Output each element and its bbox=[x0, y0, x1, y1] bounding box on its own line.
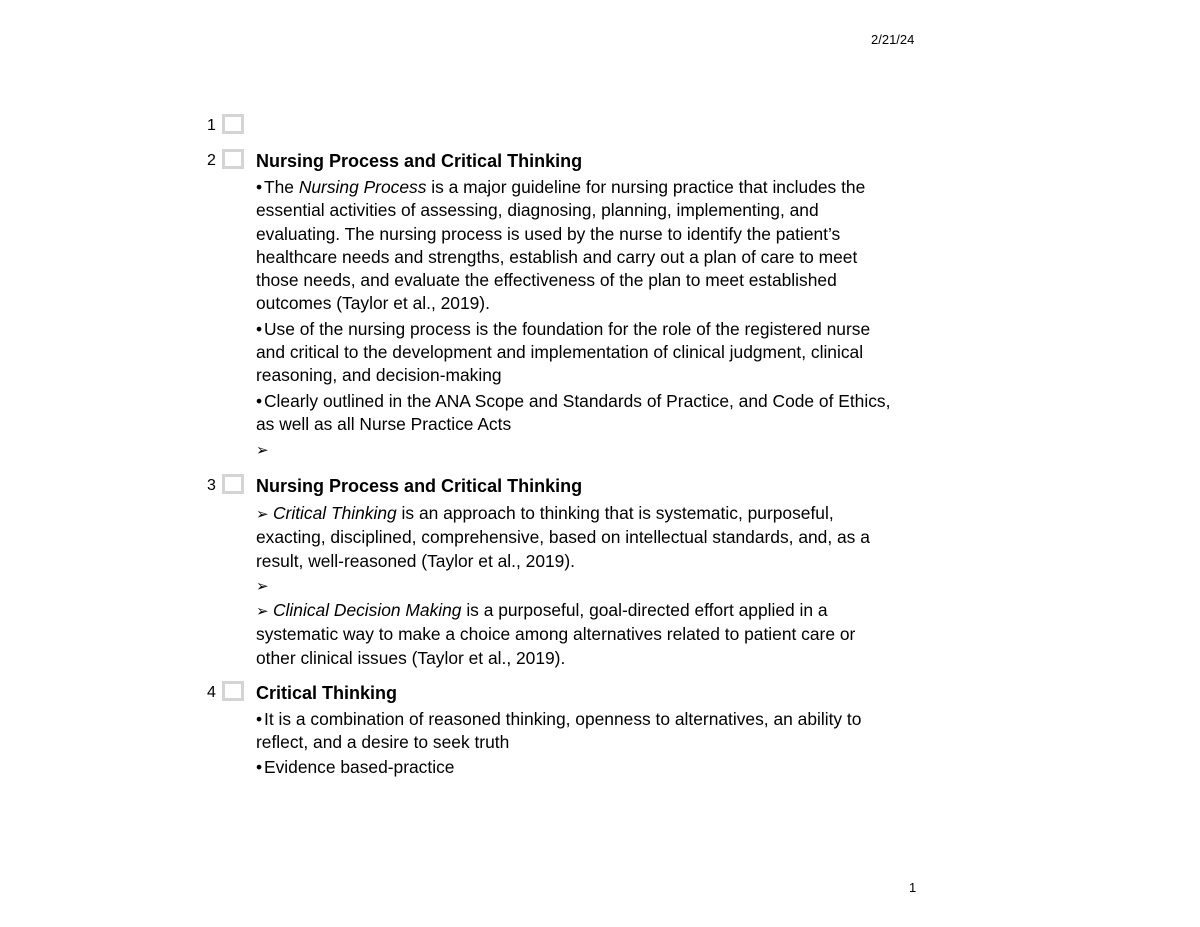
slide-thumbnail bbox=[222, 149, 244, 169]
list-item: • It is a combination of reasoned thinking, openness to alternatives, an ability to reflect, and a desire to seek truth bbox=[256, 709, 862, 753]
bullet-icon: • bbox=[256, 709, 263, 729]
slide-thumbnail bbox=[222, 681, 244, 701]
list-item bbox=[256, 574, 1016, 598]
arrow-bullet-icon: ➢ bbox=[256, 603, 269, 621]
bullet-icon: • bbox=[256, 756, 263, 777]
bullet-icon: • bbox=[256, 390, 263, 411]
arrow-bullet-icon: ➢ bbox=[256, 577, 269, 595]
slide-number: 1 bbox=[207, 117, 216, 134]
bullet-icon: • bbox=[256, 177, 263, 197]
arrow-bullet-icon: ➢ bbox=[256, 442, 269, 460]
slide-number: 4 bbox=[207, 684, 216, 701]
slide-number: 2 bbox=[207, 152, 216, 169]
slide-title: Nursing Process and Critical Thinking bbox=[256, 151, 583, 171]
list-item: • Clearly outlined in the ANA Scope and Standards of Practice, and Code of Ethics, as well as all Nurse Practice Acts bbox=[256, 390, 891, 434]
arrow-bullet-icon: ➢ bbox=[256, 506, 269, 523]
list-item: • Use of the nursing process is the foundation for the role of the registered nurse and critical to the development and implementation of clinical judgment, clinical reasoning, and decision-making bbox=[256, 318, 871, 386]
slide-title: Critical Thinking bbox=[256, 683, 398, 703]
bullet-icon: • bbox=[256, 318, 263, 339]
bullet-list bbox=[256, 176, 1016, 463]
slide-thumbnail bbox=[222, 474, 244, 494]
slide-title: Nursing Process and Critical Thinking bbox=[256, 476, 583, 496]
list-item: ➢ Critical Thinking is an approach to thinking that is systematic, purposeful, exacting, disciplined, comprehensive, based on intellectual standards, and, as a result, well-reasoned (Taylor et al., 2019). bbox=[256, 503, 870, 571]
bullet-list bbox=[256, 708, 1016, 779]
list-item: ➢ Clinical Decision Making is a purposeful, goal-directed effort applied in a systematic way to make a choice among alternatives related to patient care or other clinical issues (Taylor et al., 2019). bbox=[256, 600, 856, 668]
list-item: • Evidence based-practice bbox=[256, 756, 1016, 779]
slide-number: 3 bbox=[207, 477, 216, 494]
page-number: 1 bbox=[909, 880, 917, 895]
list-item: • The Nursing Process is a major guideline for nursing practice that includes the essential activities of assessing, diagnosing, planning, implementing, and evaluating. The nursing process is used by the nurse to identify the patient’s healthcare needs and strengths, establish and carry out a plan of care to meet those needs, and evaluate the effectiveness of the plan to meet established outcomes (Taylor et al., 2019). bbox=[256, 177, 866, 314]
list-item bbox=[256, 438, 1016, 462]
header-date: 2/21/24 bbox=[871, 32, 915, 47]
bullet-list bbox=[256, 502, 1016, 670]
slide-thumbnail bbox=[222, 114, 244, 134]
